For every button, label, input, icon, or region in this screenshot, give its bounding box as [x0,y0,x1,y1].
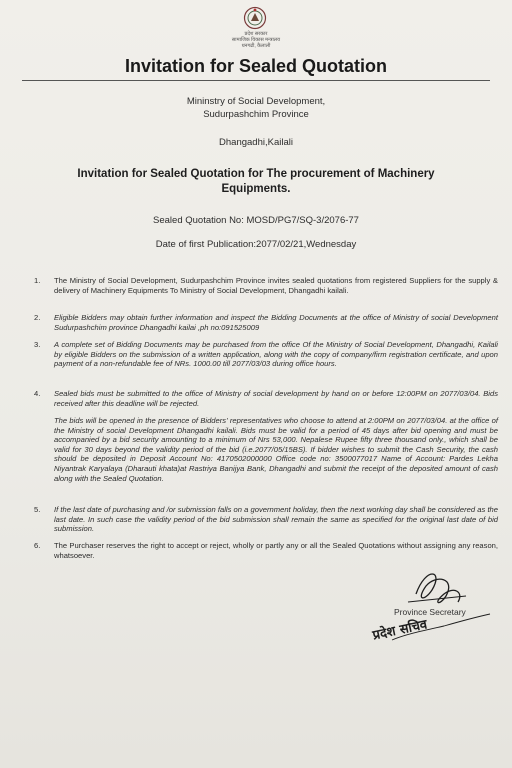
title-underline [22,80,490,81]
clause-text: The Ministry of Social Development, Sudurpashchim Province invites sealed quotations from registered Suppliers for the supply & delivery of Machinery Equipments To Ministry of Social Development, Dhangadhi kailali. [54,276,498,295]
province-name: Sudurpashchim Province [203,109,309,120]
clause-text: The Purchaser reserves the right to accept or reject, wholly or partly any or all the Sealed Quotations without assigning any reason, whatsoever. [54,541,498,560]
ministry-name: Mininstry of Social Development, [186,96,326,107]
clause-text: Eligible Bidders may obtain further information and inspect the Bidding Documents at the office of Ministry of social Development Sudurpashchim province Dhangadhi kailai ,ph no:091525009 [54,313,498,332]
location: Dhangadhi,Kailali [219,137,293,148]
signatory-designation: Province Secretary [394,607,466,617]
document-subtitle: Invitation for Sealed Quotation for The procurement of Machinery Equipments. [77,168,435,195]
page-title: Invitation for Sealed Quotation [124,56,387,76]
quotation-number: Sealed Quotation No: MOSD/PG7/SQ-3/2076-77 [153,215,359,226]
seal-line-2: सामाजिक विकास मन्त्रालय [231,37,281,43]
clause-text: A complete set of Bidding Documents may be purchased from the office Of the Ministry of Social Development, Dhangadhi, Kailali by eligible Bidders on the submission of a written application, along with the copy of company/firm registration certificate, and upon payment of a non-refundable fee of NRs. 1000.00 till 2077/03/03 during office hours. [54,340,498,369]
seal-line-3: धनगढी, कैलाली [241,43,271,49]
seal-line-1: प्रदेश सरकार [244,31,268,37]
stamp-text: प्रदेश सचिव [371,617,429,644]
publication-date: Date of first Publication:2077/02/21,Wednesday [155,239,357,250]
nepal-emblem-icon [243,6,267,30]
document-page: प्रदेश सरकार सामाजिक विकास मन्त्रालय धनगढी, कैलाली Invitation for Sealed Quotation Mininstry of Social Development, Sudurpashchim Province Dhangadhi,Kailali Invitation for Sealed Quotation for The procurement of Machinery Equipments. Sealed Quotation No: MOSD/PG7/SQ-3/2076-77 Date of first Publication:2077/02/21,Wednesday 1. The Ministry of Social Development, Sudurpashchim Province invites sealed quotations from registered Suppliers for the supply & delivery of Machinery Equipments To Ministry of Social Development, Dhangadhi kailali. 2. Eligible Bidders may obtain further information and inspect the Bidding Documents at the office of Ministry of social Development Sudurpashchim province Dhangadhi kailai ,ph no:091525009 3. A complete set of Bidding Documents may be purchased from the office Of the Ministry of Social Development, Dhangadhi, Kailali by eligible Bidders on the submission of a written application, along with the copy of company/firm registration certificate, and upon payment of a non-refundable fee of NRs. 1000.00 till 2077/03/03 during office hours. 4. Sealed bids must be submitted to the office of Ministry of social development by hand on or before 12:00PM on 2077/03/04. Bids received after this deadline will be rejected. The bids will be opened in the presence of Bidders' representatives who choose to attend at 2:00PM on 2077/03/04. at the office of the Ministry of social Development Dhangadhi kailali. Bids must be valid for a period of 45 days after bid opening and must be accompanied by a bid security amounting to a minimum of Nrs 53,000. Nepalese Rupee fifty three thousand only., which shall be valid for 30 days beyond the validity period of the bid (i.e.2077/05/15BS). If bidder wishes to submit the Cash Security, the cash should be deposited in Deposit Account No: 4170502000000 Office code no: 3500077017 Name of Account: Pardes Lekha Niyantrak Karyalaya (Dharauti khata)at Rastriya Banijya Bank, Dhangadhi and submit the receipt of the deposited amount of cash along with the Sealed Quotation. 5. If the last date of purchasing and /or submission falls on a government holiday, then the next working day shall be considered as the last date. In such case the validity period of the bid submission shall remain the same as specified for the original last date of bid submission. 6. The Purchaser reserves the right to accept or reject, wholly or partly any or all the Sealed Quotations without assigning any reason, whatsoever. Province Secretary प्रदेश सचिव [0,0,512,768]
clause-text: If the last date of purchasing and /or submission falls on a government holiday, then the next working day shall be considered as the last date. In such case the validity period of the bid submission shall remain the same as specified for the original last date of bid submission. [54,505,498,534]
clause-text: The bids will be opened in the presence of Bidders' representatives who choose to attend at 2:00PM on 2077/03/04. at the office of the Ministry of social Development Dhangadhi kailali. Bids must be valid for a period of 45 days after bid opening and must be accompanied by a bid security amounting to a minimum of Nrs 53,000. Nepalese Rupee fifty three thousand only., which shall be valid for 30 days beyond the validity period of the bid (i.e.2077/05/15BS). If bidder wishes to submit the Cash Security, the cash should be deposited in Deposit Account No: 4170502000000 Office code no: 3500077017 Name of Account: Pardes Lekha Niyantrak Karyalaya (Dharauti khata)at Rastriya Banijya Bank, Dhangadhi and submit the receipt of the deposited amount of cash along with the Sealed Quotation. [54,416,498,483]
clause-text: Sealed bids must be submitted to the office of Ministry of social development by hand on or before 12:00PM on 2077/03/04. Bids received after this deadline will be rejected. [54,389,498,408]
